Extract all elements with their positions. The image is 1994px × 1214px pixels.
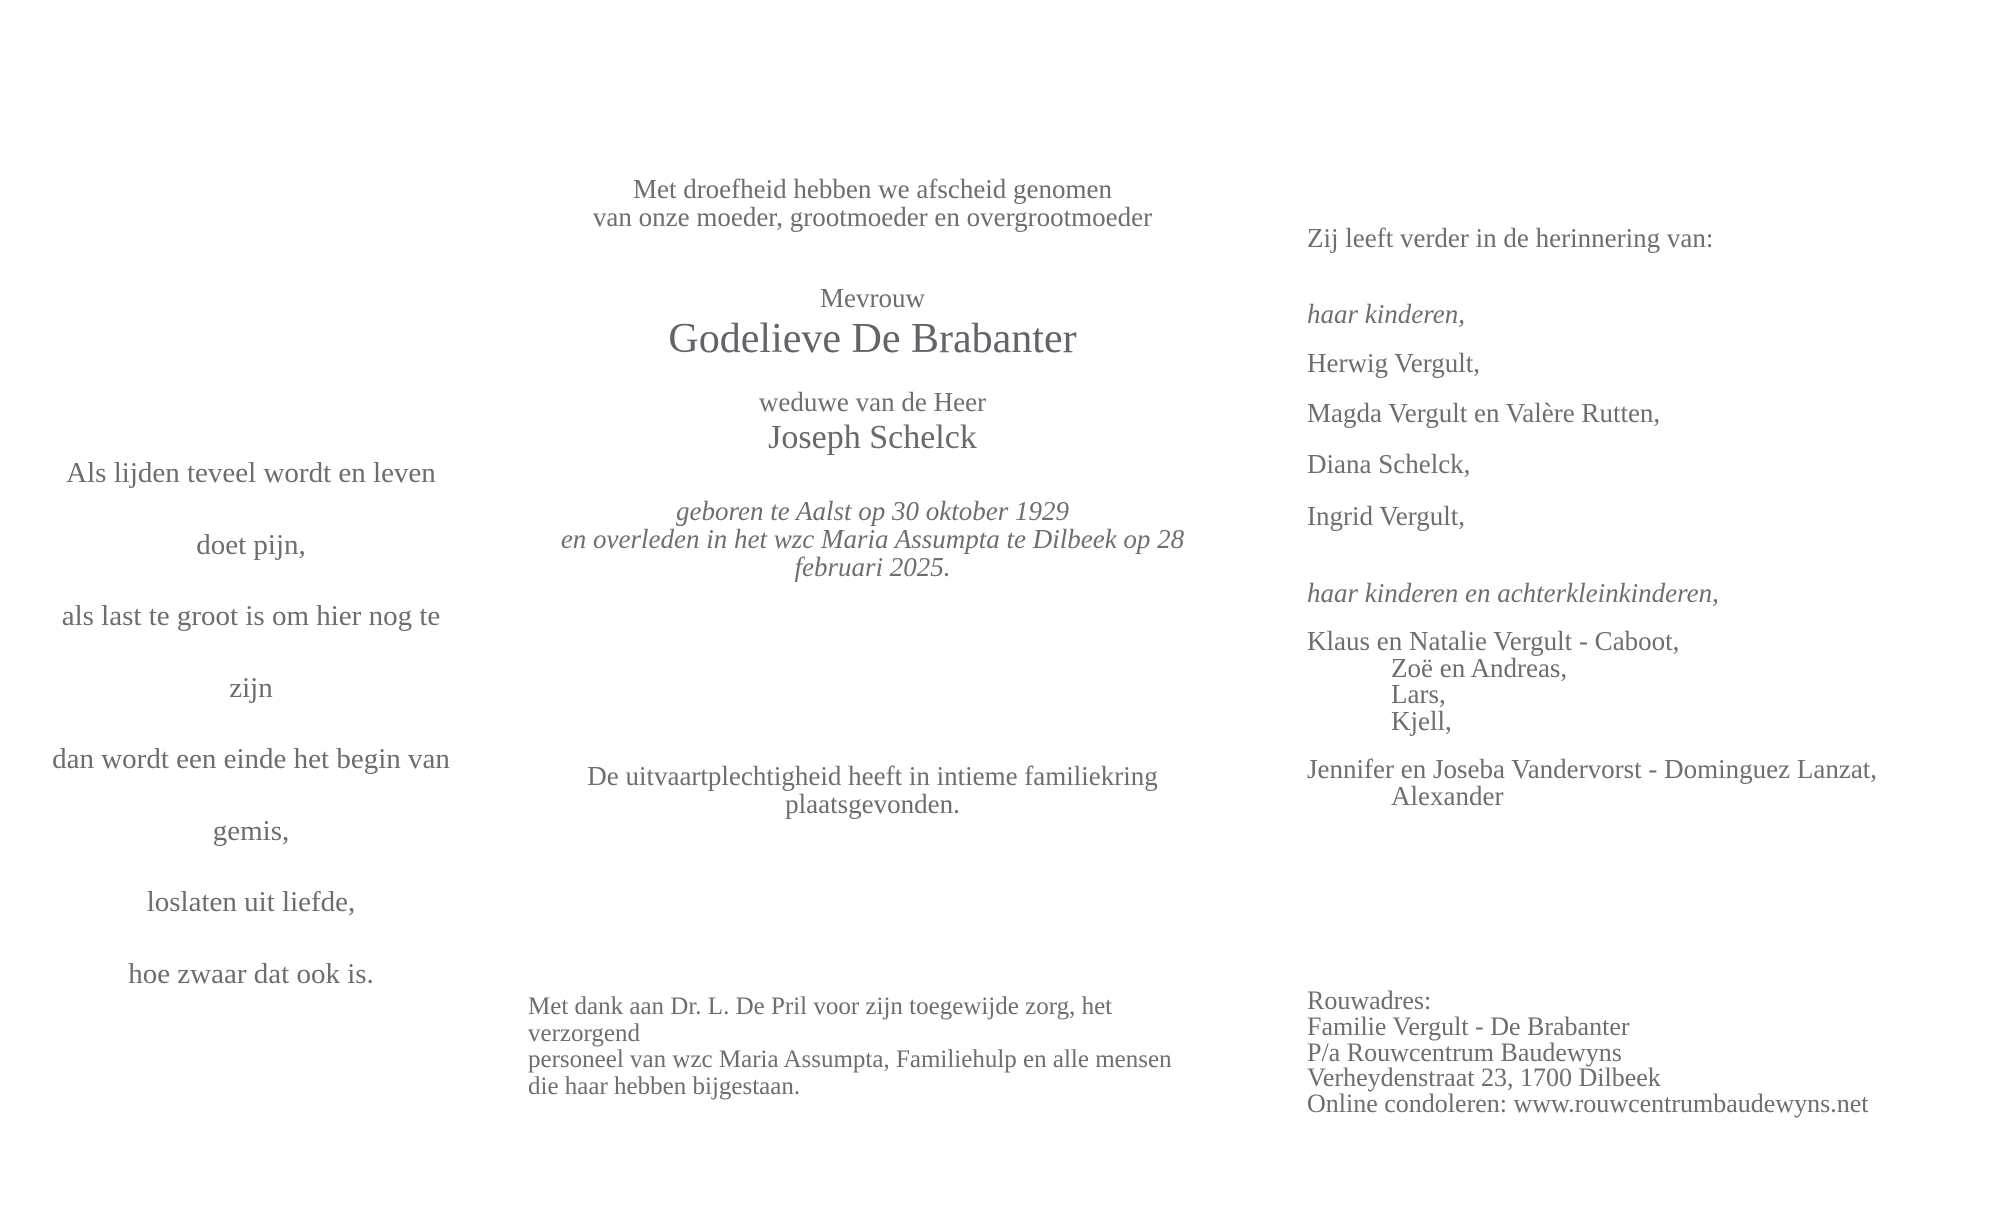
poem-line: hoe zwaar dat ook is. <box>128 957 374 990</box>
grandchildren-label: haar kinderen en achterkleinkinderen, <box>1307 578 1719 608</box>
intro-line-1: Met droefheid hebben we afscheid genomen <box>632 174 1113 204</box>
family-member: Jennifer en Joseba Vandervorst - Dominguez Lanzat, <box>1307 754 1878 784</box>
announcement-intro <box>525 175 1220 231</box>
widow-of-line: weduwe van de Heer <box>758 387 987 417</box>
mourning-address-street: Verheydenstraat 23, 1700 Dilbeek <box>1307 1063 1661 1093</box>
thanks-line-1: Met dank aan Dr. L. De Pril voor zijn toegewijde zorg, het verzorgend <box>528 993 1113 1047</box>
great-grandchild: Lars, <box>1391 679 1446 709</box>
mourning-address-family: Familie Vergult - De Brabanter <box>1307 1011 1630 1041</box>
poem-line: loslaten uit liefde, <box>146 886 356 918</box>
family-member: Magda Vergult en Valère Rutten, <box>1307 398 1661 428</box>
born-line: geboren te Aalst op 30 oktober 1929 <box>676 496 1069 526</box>
great-grandchild: Zoë en Andreas, <box>1391 652 1568 683</box>
died-line: en overleden in het wzc Maria Assumpta te Dilbeek op 28 februari 2025. <box>560 524 1185 582</box>
deceased-name: Godelieve De Brabanter <box>668 316 1077 362</box>
great-grandchild: Alexander <box>1391 780 1504 811</box>
acknowledgements <box>528 994 1188 1100</box>
thanks-line-3: die haar hebben bijgestaan. <box>528 1072 801 1100</box>
mourning-address <box>1307 988 1947 1117</box>
family-member: Klaus en Natalie Vergult - Caboot, <box>1307 626 1680 656</box>
grandchild-family-group <box>1307 756 1947 809</box>
ceremony-notice: De uitvaartplechtigheid heeft in intieme familiekring plaatsgevonden. <box>587 761 1158 819</box>
thanks-line-2: personeel van wzc Maria Assumpta, Familiehulp en alle mensen <box>528 1046 1172 1073</box>
mourning-address-center: P/a Rouwcentrum Baudewyns <box>1307 1037 1622 1067</box>
honorific: Mevrouw <box>820 283 925 313</box>
spouse-name: Joseph Schelck <box>768 419 977 456</box>
birth-death-dates <box>525 497 1220 581</box>
mourning-address-label: Rouwadres: <box>1307 986 1432 1015</box>
great-grandchild: Kjell, <box>1391 705 1452 736</box>
grandchild-family-group <box>1307 628 1947 734</box>
poem-line: Als lijden teveel wordt en leven doet pijn, <box>66 457 436 561</box>
poem-line: als last te groot is om hier nog te zijn <box>61 600 441 704</box>
online-condolence-line: Online condoleren: www.rouwcentrumbaudewyns.net <box>1307 1089 1869 1119</box>
poem-line: dan wordt een einde het begin van gemis, <box>52 743 450 847</box>
memorial-poem <box>40 438 462 1010</box>
family-member: Ingrid Vergult, <box>1307 501 1465 531</box>
intro-line-2: van onze moeder, grootmoeder en overgrootmoeder <box>592 202 1153 232</box>
family-member: Diana Schelck, <box>1307 449 1471 479</box>
children-label: haar kinderen, <box>1307 299 1465 329</box>
family-member: Herwig Vergult, <box>1307 348 1480 378</box>
remembrance-heading: Zij leeft verder in de herinnering van: <box>1307 223 1714 253</box>
